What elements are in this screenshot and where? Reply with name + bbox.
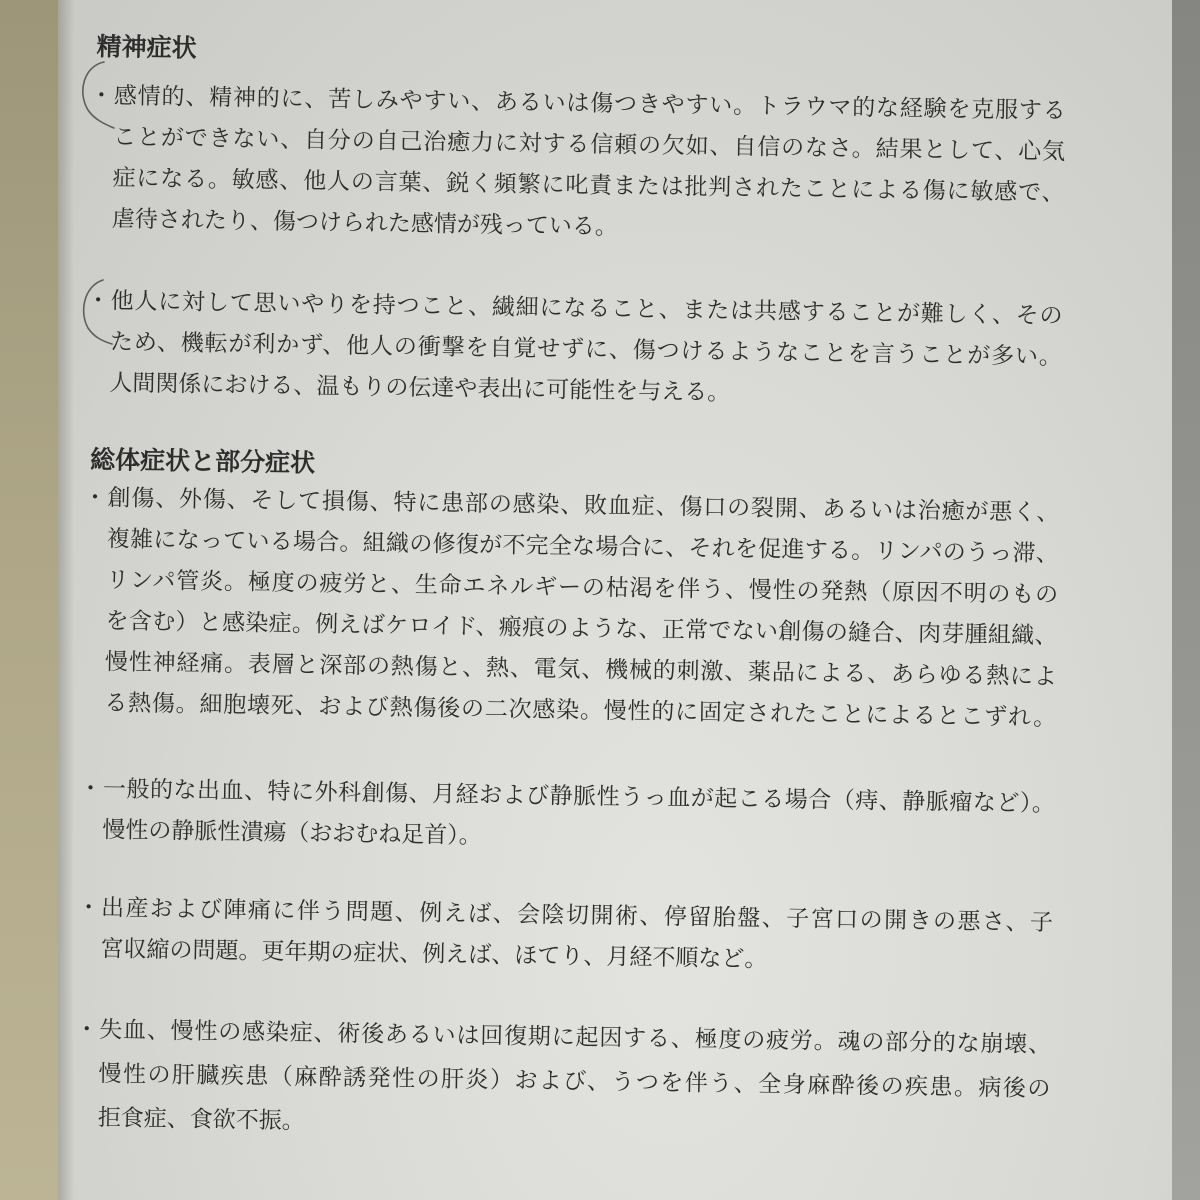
- text-line: 宮収縮の問題。更年期の症状、例えば、ほてり、月経不順など。: [100, 936, 768, 973]
- text-line: ことができない、自分の自己治癒力に対する信頼の欠如、自信のなさ。結果として、心気: [113, 124, 1066, 166]
- text-line: 他人に対して思いやりを持つこと、繊細になること、または共感することが難しく、その: [110, 288, 1063, 330]
- text-line: を含む）と感染症。例えばケロイド、瘢痕のような、正常でない創傷の縫合、肉芽腫組織、: [105, 608, 1058, 650]
- bullet-mark: ・: [89, 82, 114, 110]
- text-line: 出産および陣痛に伴う問題、例えば、会陰切開術、停留胎盤、子宮口の開きの悪さ、子: [100, 895, 1054, 937]
- bullet-mark: ・: [83, 484, 107, 512]
- text-line: 症になる。敏感、他人の言葉、鋭く頻繁に叱責または批判されたことによる傷に敏感で、: [112, 165, 1065, 207]
- bullet-item-4: [78, 769, 1056, 866]
- text-line: 創傷、外傷、そして損傷、特に患部の感染、敗血症、傷口の裂開、あるいは治癒が悪く、: [107, 485, 1060, 527]
- text-line: 慢性の静脈性潰瘍（おおむね足首）。: [102, 817, 482, 850]
- bullet-item-2: [86, 281, 1063, 419]
- text-line: 感情的、精神的に、苦しみやすい、あるいは傷つきやすい。トラウマ的な経験を克服する: [113, 83, 1066, 125]
- section-heading-mental-symptoms: 精神症状: [96, 32, 197, 63]
- bullet-item-1: [89, 76, 1066, 255]
- text-line: リンパ管炎。極度の疲労と、生命エネルギーの枯渇を伴う、慢性の発熱（原因不明のもの: [106, 567, 1059, 609]
- bullet-mark: ・: [78, 775, 103, 803]
- bullet-mark: ・: [86, 287, 110, 315]
- text-line: 失血、慢性の感染症、術後あるいは回復期に起因する、極度の疲労。魂の部分的な崩壊、: [98, 1017, 1052, 1059]
- text-line: 複雑になっている場合。組織の修復が不完全な場合に、それを促進する。リンパのうっ滞、: [106, 526, 1059, 568]
- bullet-mark: ・: [74, 1016, 99, 1044]
- bullet-item-3: [83, 478, 1060, 739]
- text-line: 一般的な出血、特に外科創傷、月経および静脈性うっ血が起こる場合（痔、静脈瘤など）。: [102, 776, 1056, 818]
- text-line: 虐待されたり、傷つけられた感情が残っている。: [111, 206, 619, 241]
- text-line: 拒食症、食欲不振。: [97, 1105, 305, 1135]
- section-heading-general-and-local-symptoms: 総体症状と部分症状: [89, 444, 316, 478]
- text-line: ため、機転が利かず、他人の衝撃を自覚せずに、傷つけるようなことを言うことが多い。: [109, 329, 1063, 371]
- text-line: 人間関係における、温もりの伝達や表出に可能性を与える。: [109, 370, 731, 407]
- bullet-item-6: [74, 1008, 1052, 1155]
- text-line: 慢性神経痛。表層と深部の熱傷と、熱、電気、機械的刺激、薬品による、あらゆる熱によ: [104, 649, 1058, 691]
- bullet-mark: ・: [76, 894, 101, 922]
- text-line: る熱傷。細胞壊死、および熱傷後の二次感染。慢性的に固定されたことによるとこずれ。: [104, 690, 1057, 732]
- bullet-item-5: [76, 888, 1054, 985]
- text-line: 慢性の肝臓疾患（麻酔誘発性の肝炎）および、うつを伴う、全身麻酔後の疾患。病後の: [98, 1061, 1051, 1103]
